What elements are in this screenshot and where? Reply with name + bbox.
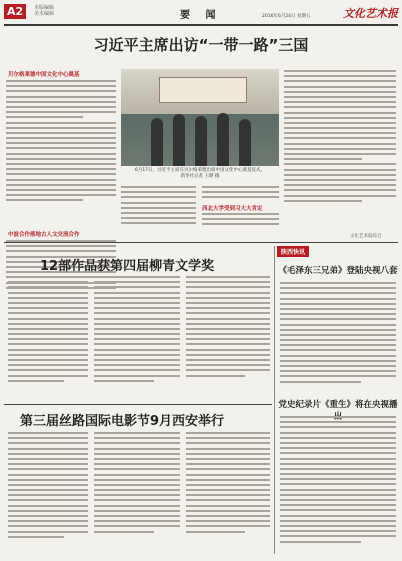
news-box-label: 陕西快讯 (277, 246, 309, 257)
lead-subhead-1: 贝尔格莱德中国文化中心奠基 (8, 72, 80, 78)
photo-person (151, 118, 163, 166)
lead-subhead-2: 中波合作落地古人文交流合作 (8, 232, 80, 238)
photo-banner (159, 77, 247, 103)
photo-person (217, 113, 229, 166)
masthead-brand: 文化艺术报 (343, 7, 398, 20)
news-box-text-1 (280, 282, 396, 390)
photo-caption-text: 6月17日，习近平主席在贝尔格莱德出席中国文化中心奠基仪式。 (134, 168, 266, 173)
lead-column-left (6, 80, 116, 230)
lead-column-right (284, 70, 396, 230)
column-rule (274, 246, 275, 554)
photo-person (173, 114, 185, 166)
lead-subhead-3: 西北大学受到习大大肯定 (202, 206, 263, 212)
news-box-text-2 (280, 416, 396, 552)
editor-meta-1: 本版编辑 (34, 5, 55, 11)
news-box-title-2: 党史纪录片《重生》将在央视播 (278, 400, 398, 410)
article-title-2: 第三届丝路国际电影节9月西安举行 (20, 414, 225, 429)
section-divider (4, 242, 398, 243)
editor-meta-2: 美术编辑 (34, 11, 55, 17)
page-header (4, 2, 398, 26)
article-1-col-3 (186, 276, 270, 391)
photo-person (195, 116, 207, 166)
photo-caption (121, 168, 279, 180)
article-2-col-3 (186, 432, 270, 552)
article-title-1: 12部作品获第四届柳青文学奖 (40, 259, 215, 274)
news-box-title-1: 《毛泽东三兄弟》登陆央视八套 (278, 266, 398, 276)
article-divider (4, 404, 272, 405)
editor-meta (34, 5, 54, 17)
section-title: 要 闻 (180, 10, 222, 21)
lead-credit: 文化艺术报综合 (350, 234, 382, 239)
issue-date: 2016年6月24日 星期五 (262, 14, 311, 19)
lead-column-mid-3 (202, 213, 279, 230)
photo-person (239, 119, 251, 166)
article-2-col-2 (94, 432, 180, 552)
article-1-col-2 (94, 276, 180, 391)
photo-caption-credit: 新华社记者 王晔 摄 (180, 174, 220, 179)
lead-photo (121, 69, 279, 166)
page-number: A2 (4, 4, 26, 19)
lead-column-mid-2 (202, 186, 279, 204)
article-1-col-1 (8, 276, 88, 391)
lead-column-mid (121, 186, 196, 230)
article-2-col-1 (8, 432, 88, 552)
lead-headline: 习近平主席出访“一带一路”三国 (93, 36, 309, 54)
